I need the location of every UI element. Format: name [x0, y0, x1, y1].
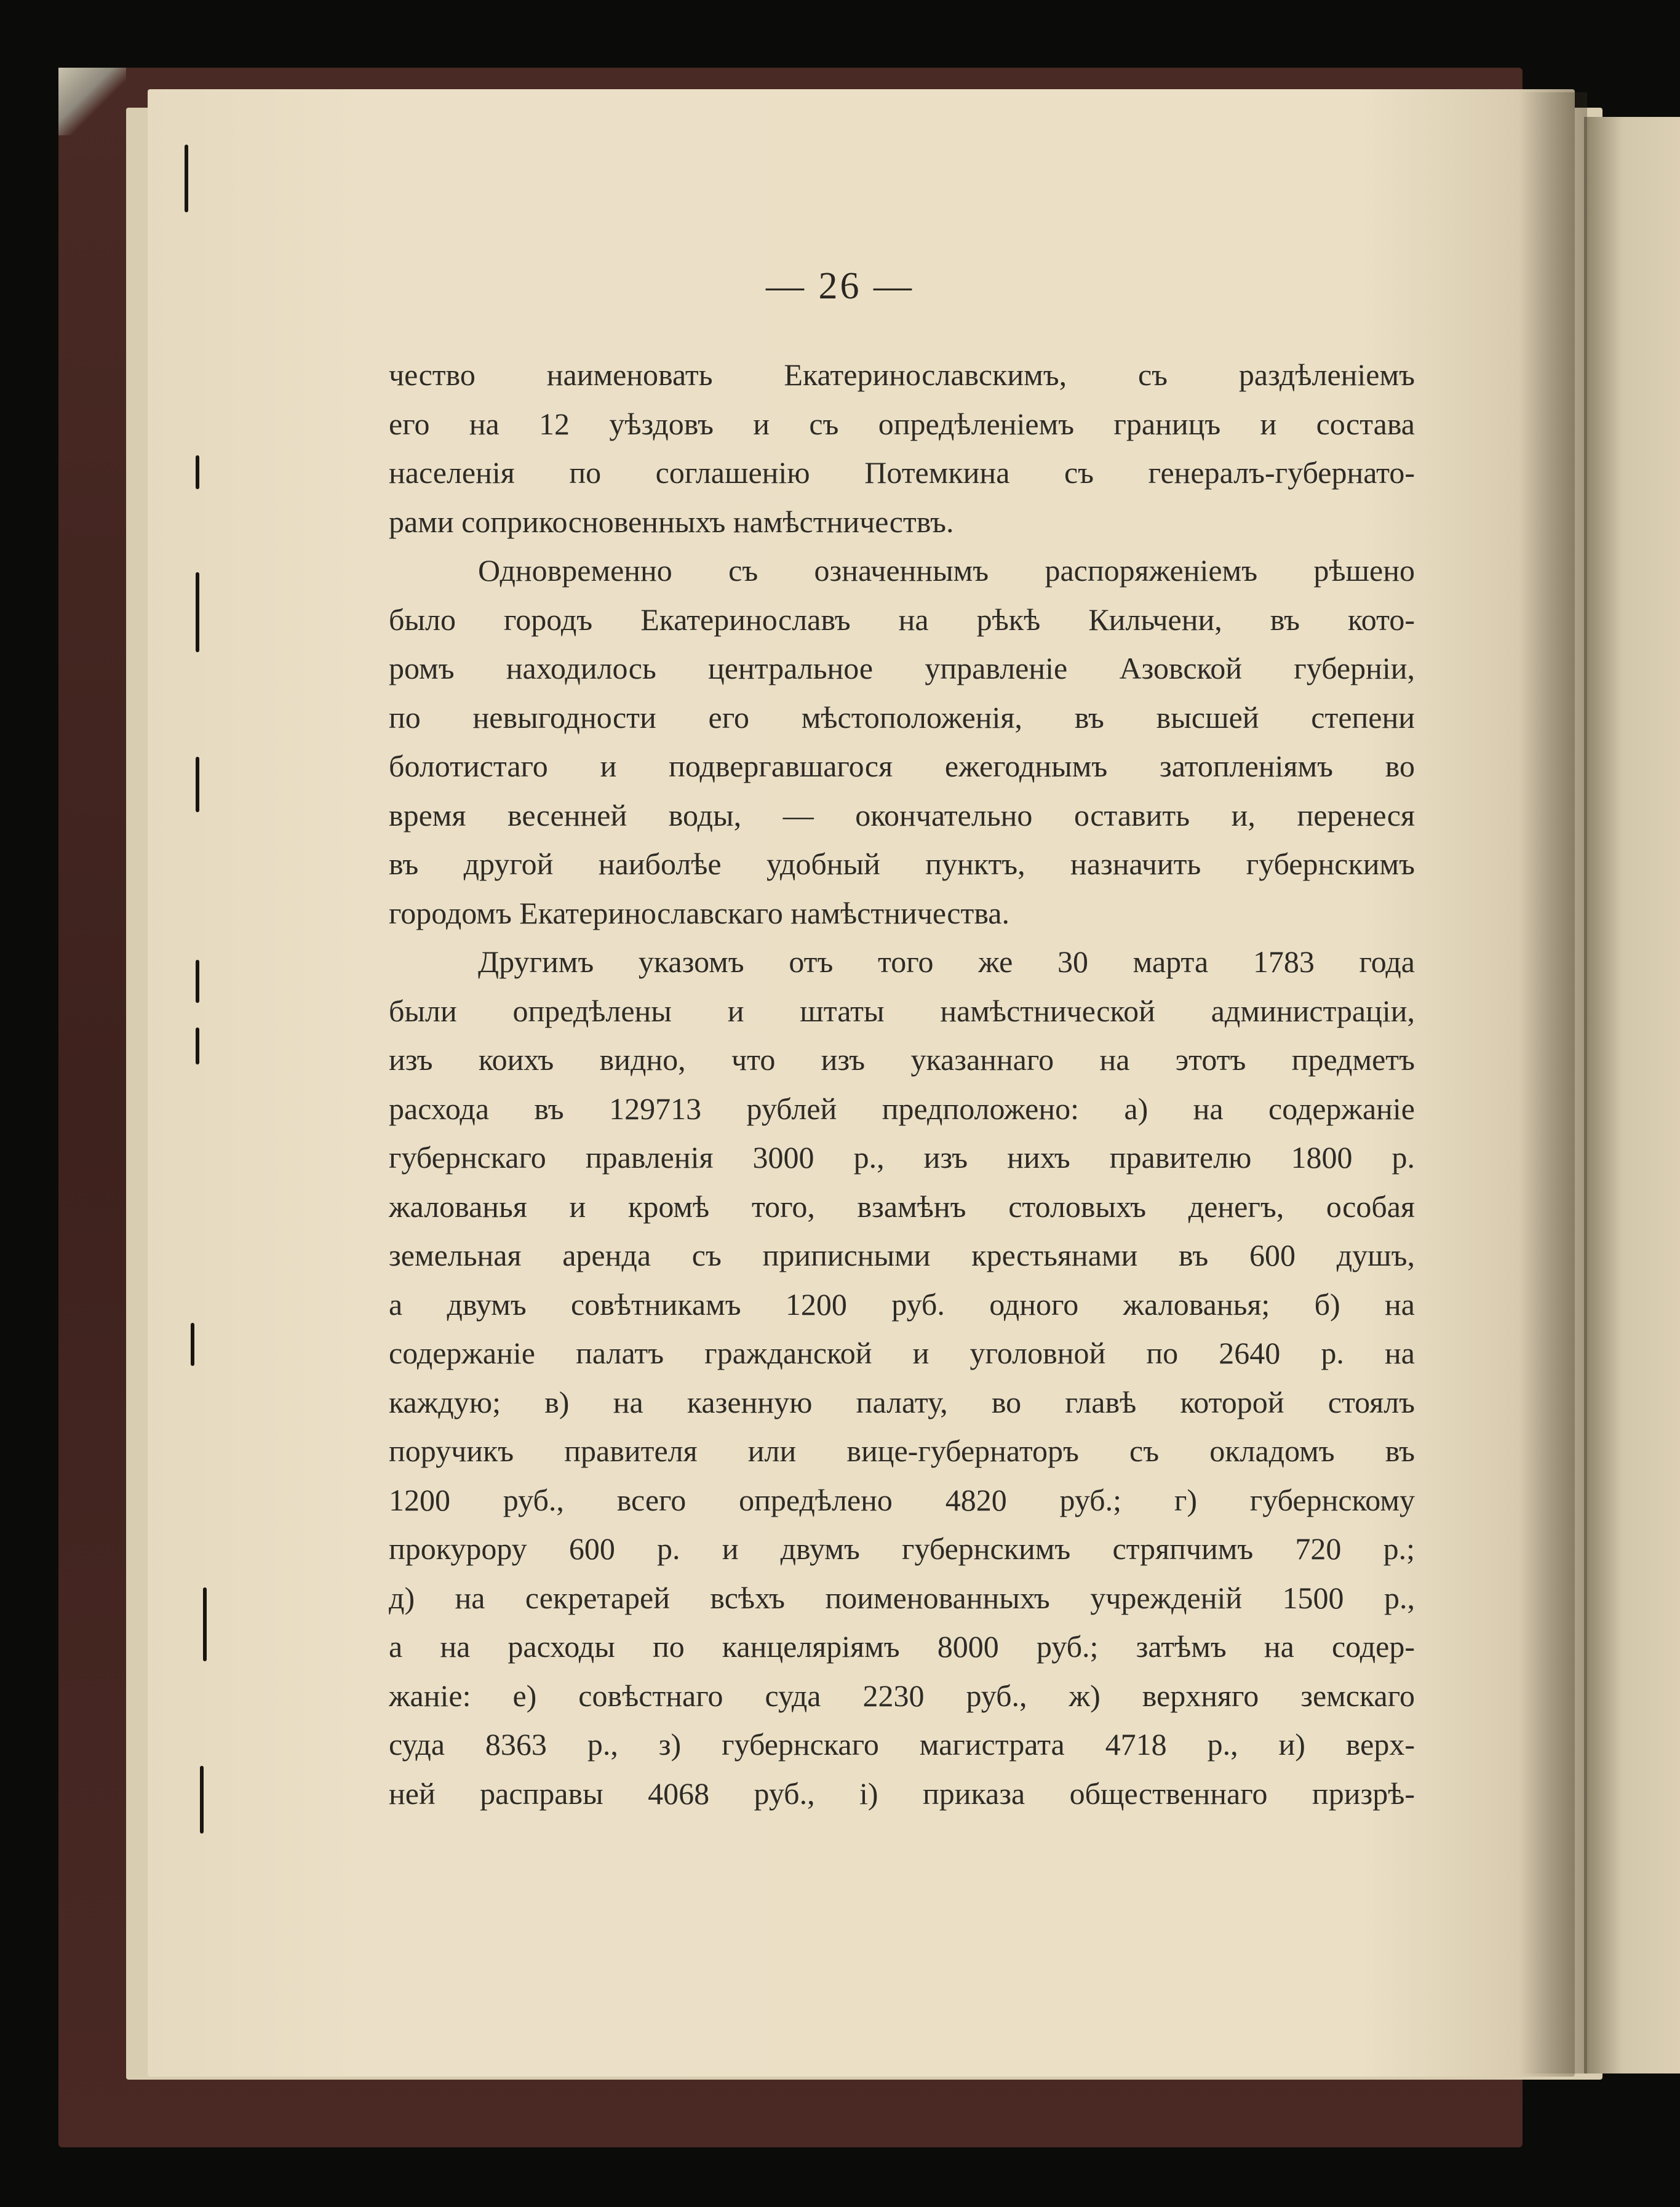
text-line: время весенней воды, — окончательно оставить и, перенеся [389, 797, 1415, 832]
text-line: жаніе: е) совѣстнаго суда 2230 руб., ж) верхняго земскаго [389, 1678, 1415, 1713]
text-line: чество наименовать Екатеринославскимъ, съ раздѣленіемъ [389, 357, 1415, 392]
text-line: д) на секретарей всѣхъ поименованныхъ учрежденій 1500 р., [389, 1580, 1415, 1615]
text-line: а на расходы по канцеляріямъ 8000 руб.; затѣмъ на содер- [389, 1629, 1415, 1664]
margin-mark [196, 757, 199, 812]
text-line: Другимъ указомъ отъ того же 30 марта 1783 года [478, 944, 1415, 979]
text-line: городомъ Екатеринославскаго намѣстничества. [389, 895, 1009, 930]
text-line: суда 8363 р., з) губернскаго магистрата 4718 р., и) верх- [389, 1727, 1415, 1762]
text-line: изъ коихъ видно, что изъ указаннаго на этотъ предметъ [389, 1042, 1415, 1077]
text-line: ромъ находилось центральное управленіе Азовской губерніи, [389, 651, 1415, 685]
adjacent-page-edge [1584, 117, 1680, 2073]
margin-mark [185, 145, 188, 212]
text-line: прокурору 600 р. и двумъ губернскимъ стряпчимъ 720 р.; [389, 1531, 1415, 1566]
text-line: содержаніе палатъ гражданской и уголовной по 2640 р. на [389, 1336, 1415, 1370]
text-line: его на 12 уѣздовъ и съ опредѣленіемъ границъ и состава [389, 406, 1415, 441]
text-line: рами соприкосновенныхъ намѣстничествъ. [389, 504, 954, 539]
text-line: населенія по соглашенію Потемкина съ генералъ-губернато- [389, 455, 1415, 490]
text-line: Одновременно съ означеннымъ распоряженіемъ рѣшено [478, 553, 1415, 588]
text-line: по невыгодности его мѣстоположенія, въ высшей степени [389, 700, 1415, 735]
text-line: а двумъ совѣтникамъ 1200 руб. одного жалованья; б) на [389, 1287, 1415, 1322]
page-number: — 26 — [766, 265, 914, 307]
text-line: жалованья и кромѣ того, взамѣнъ столовыхъ денегъ, особая [389, 1189, 1415, 1224]
margin-mark [196, 455, 199, 489]
margin-mark [203, 1587, 207, 1661]
text-line: было городъ Екатеринославъ на рѣкѣ Кильчени, въ кото- [389, 602, 1415, 637]
text-line: ней расправы 4068 руб., і) приказа общественнаго призрѣ- [389, 1776, 1415, 1811]
text-line: поручикъ правителя или вице-губернаторъ съ окладомъ въ [389, 1434, 1415, 1468]
text-line: расхода въ 129713 рублей предположено: а) на содержаніе [389, 1091, 1415, 1126]
text-line: болотистаго и подвергавшагося ежегоднымъ затопленіямъ во [389, 749, 1415, 783]
text-line: 1200 руб., всего опредѣлено 4820 руб.; г) губернскому [389, 1482, 1415, 1517]
text-line: въ другой наиболѣе удобный пунктъ, назначить губернскимъ [389, 847, 1415, 881]
margin-mark [200, 1766, 204, 1834]
text-line: губернскаго правленія 3000 р., изъ нихъ правителю 1800 р. [389, 1140, 1415, 1175]
worn-cover-corner [58, 68, 126, 135]
margin-mark [196, 1028, 199, 1064]
text-line: были опредѣлены и штаты намѣстнической администраціи, [389, 993, 1415, 1028]
margin-mark [196, 572, 199, 652]
margin-mark [196, 960, 199, 1003]
text-line: земельная аренда съ приписными крестьянами въ 600 душъ, [389, 1238, 1415, 1272]
text-line: каждую; в) на казенную палату, во главѣ которой стоялъ [389, 1384, 1415, 1419]
margin-mark [191, 1323, 194, 1366]
spine-shadow [1519, 92, 1587, 2073]
body-text [389, 351, 1415, 1818]
